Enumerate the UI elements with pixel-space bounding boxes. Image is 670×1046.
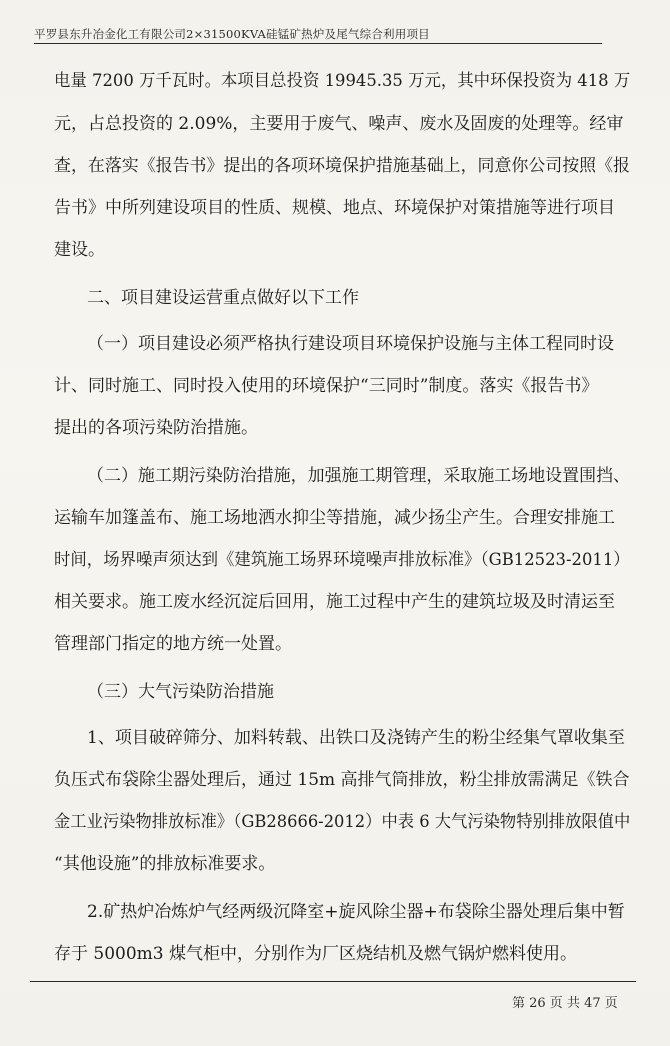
- paragraph-line: 电量 7200 万千瓦时。本项目总投资 19945.35 万元，其中环保投资为 418 万: [54, 71, 631, 91]
- paragraph-line: 金工业污染物排放标准》（GB28666-2012）中表 6 大气污染物特别排放限值中: [54, 812, 631, 832]
- footer-divider: [30, 981, 636, 982]
- paragraph-line: 管理部门指定的地方统一处置。: [54, 634, 292, 654]
- paragraph-line: （一）项目建设必须严格执行建设项目环境保护设施与主体工程同时设: [87, 334, 614, 354]
- header-divider: [34, 43, 602, 44]
- paragraph-line: 运输车加篷盖布、施工场地洒水抑尘等措施，减少扬尘产生。合理安排施工: [54, 508, 615, 528]
- paragraph-line: 2.矿热炉冶炼炉气经两级沉降室+旋风除尘器+布袋除尘器处理后集中暂: [87, 902, 625, 922]
- paragraph-line: “其他设施”的排放标准要求。: [54, 854, 276, 874]
- paragraph-line: 元，占总投资的 2.09%，主要用于废气、噪声、废水及固废的处理等。经审: [54, 114, 624, 134]
- paragraph-line: 存于 5000m3 煤气柜中，分别作为厂区烧结机及燃气锅炉燃料使用。: [54, 944, 578, 964]
- page-header-title: 平罗县东升冶金化工有限公司2×31500KVA硅锰矿热炉及尾气综合利用项目: [34, 27, 430, 41]
- paragraph-line: （二）施工期污染防治措施，加强施工期管理，采取施工场地设置围挡、: [87, 466, 631, 486]
- paragraph-line: 建设。: [54, 240, 105, 260]
- page-number: 第 26 页 共 47 页: [512, 996, 618, 1011]
- paragraph-line: 1、项目破碎筛分、加料转载、出铁口及浇铸产生的粉尘经集气罩收集至: [87, 728, 625, 748]
- section-heading: 二、项目建设运营重点做好以下工作: [87, 288, 359, 308]
- paragraph-line: 告书》中所列建设项目的性质、规模、地点、环境保护对策措施等进行项目: [54, 198, 615, 218]
- paragraph-line: 相关要求。施工废水经沉淀后回用，施工过程中产生的建筑垃圾及时清运至: [54, 592, 615, 612]
- paragraph-line: 计、同时施工、同时投入使用的环境保护“三同时”制度。落实《报告书》: [54, 376, 599, 396]
- subsection-heading: （三）大气污染防治措施: [87, 682, 274, 702]
- paragraph-line: 提出的各项污染防治措施。: [54, 418, 258, 438]
- paragraph-line: 时间，场界噪声须达到《建筑施工场界环境噪声排放标准》（GB12523-2011）: [54, 550, 630, 570]
- paragraph-line: 负压式布袋除尘器处理后，通过 15m 高排气筒排放，粉尘排放需满足《铁合: [54, 770, 630, 790]
- paragraph-line: 查，在落实《报告书》提出的各项环境保护措施基础上，同意你公司按照《报: [54, 156, 630, 176]
